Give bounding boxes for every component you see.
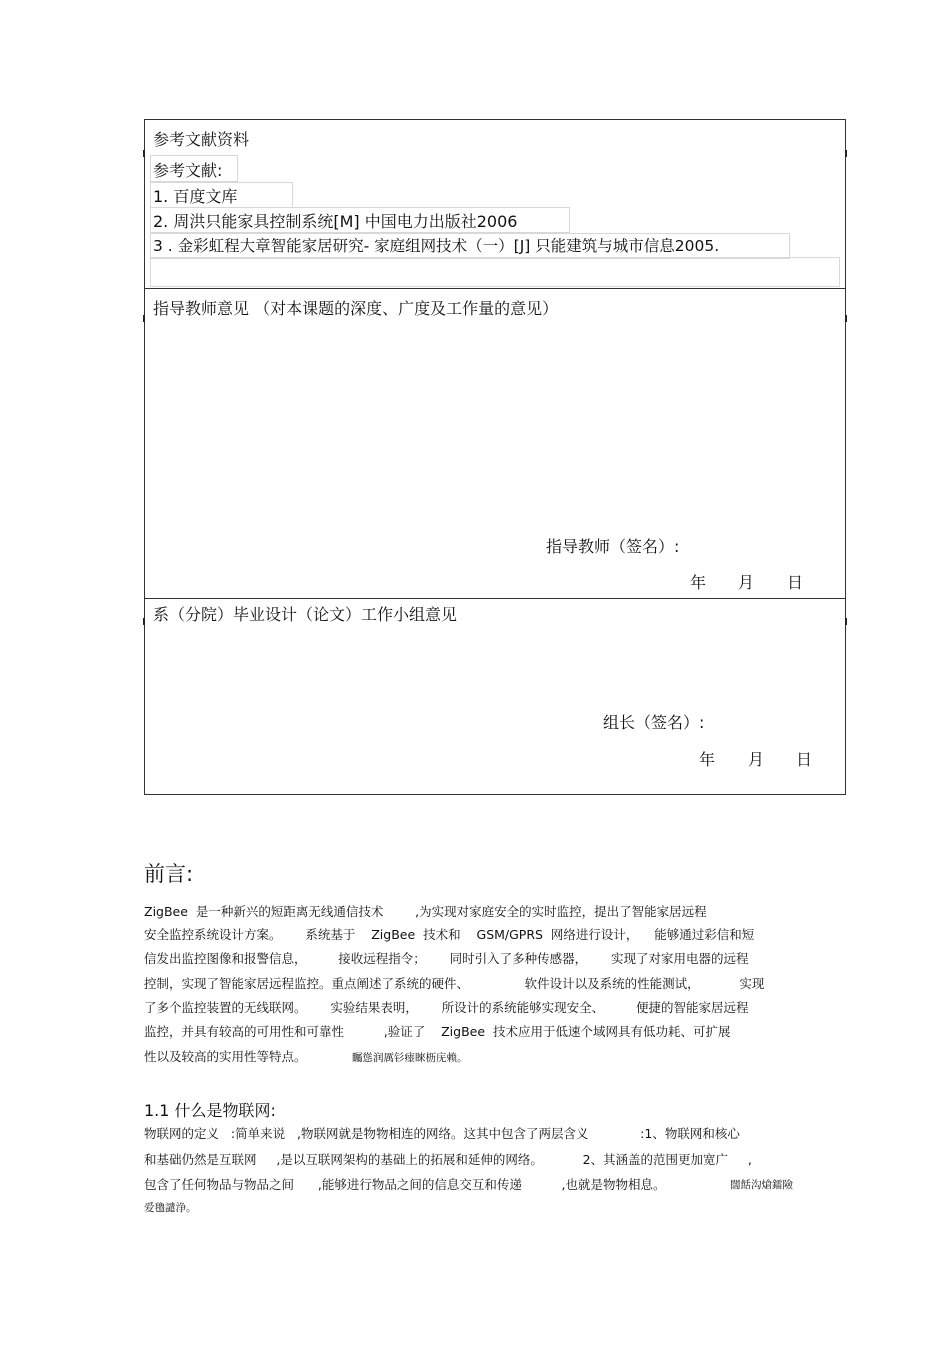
section-line: 和基础仍然是互联网 ,是以互联网架构的基础上的拓展和延伸的网络。 2、其涵盖的范围更加宽广 , [144,1152,752,1167]
preface-line: 信发出监控图像和报警信息， 接收远程指令； 同时引入了多种传感器， 实现了对家用电器的远程 [144,951,749,966]
preface-line: 性以及较高的实用性等特点。 [144,1049,307,1064]
preface-line: 控制，实现了智能家居远程监控。重点阐述了系统的硬件、 软件设计以及系统的性能测试， 实现 [144,976,765,991]
references-heading: 参考文献资料 [153,130,250,149]
edge-tick [845,150,847,157]
edge-tick [143,150,145,157]
garbled-text: 闊餂沟熗鐳險 [730,1179,793,1191]
preface-line: 安全监控系统设计方案。 系统基于 ZigBee 技术和 GSM/GPRS 网络进行设计， 能够通过彩信和短 [144,927,755,942]
preface-line: ZigBee 是一种新兴的短距离无线通信技术 ,为实现对家庭安全的实时监控，提出了智能家居远程 [144,904,707,919]
reference-item: 3 . 金彩虹程大章智能家居研究- 家庭组网技术（一）[J] 只能建筑与城市信息2005. [153,237,720,255]
advisor-date-day: 日 [787,573,804,592]
garbled-text: 爱氌譴浄。 [144,1202,197,1214]
edge-tick [845,315,847,322]
references-label: 参考文献: [153,161,223,180]
preface-title: 前言: [144,862,194,886]
group-date-month: 月 [748,750,765,769]
preface-line: 了多个监控装置的无线联网。 实验结果表明， 所设计的系统能够实现安全、 便捷的智能家居远程 [144,1000,749,1015]
garbled-text: 矚慫润厲钐瘗睞枥庑赖。 [352,1052,468,1064]
edge-tick [845,618,847,625]
edge-tick [143,618,145,625]
reference-item: 2. 周洪只能家具控制系统[M] 中国电力出版社2006 [153,212,518,231]
advisor-date-year: 年 [690,573,707,592]
section-line: 物联网的定义 :简单来说 ,物联网就是物物相连的网络。这其中包含了两层含义 :1、物联网和核心 [144,1126,740,1141]
section-line: 包含了任何物品与物品之间 ,能够进行物品之间的信息交互和传递 ,也就是物物相息。 [144,1177,666,1192]
advisor-opinion-heading: 指导教师意见 （对本课题的深度、广度及工作量的意见） [153,299,559,318]
group-date-year: 年 [699,750,716,769]
section-title: 1.1 什么是物联网: [144,1101,276,1120]
edge-tick [143,315,145,322]
reference-item: 1. 百度文库 [153,187,238,206]
group-opinion-heading: 系（分院）毕业设计（论文）工作小组意见 [153,605,458,624]
advisor-date-month: 月 [738,573,755,592]
preface-line: 监控，并具有较高的可用性和可靠性 ,验证了 ZigBee 技术应用于低速个域网具有低功耗、可扩展 [144,1024,731,1039]
group-date-day: 日 [796,750,813,769]
advisor-signature-label: 指导教师（签名）: [546,537,680,556]
table-divider-advisor [144,598,846,599]
table-divider-references [144,288,846,289]
text-frame [150,257,840,287]
group-signature-label: 组长（签名）: [603,713,705,732]
